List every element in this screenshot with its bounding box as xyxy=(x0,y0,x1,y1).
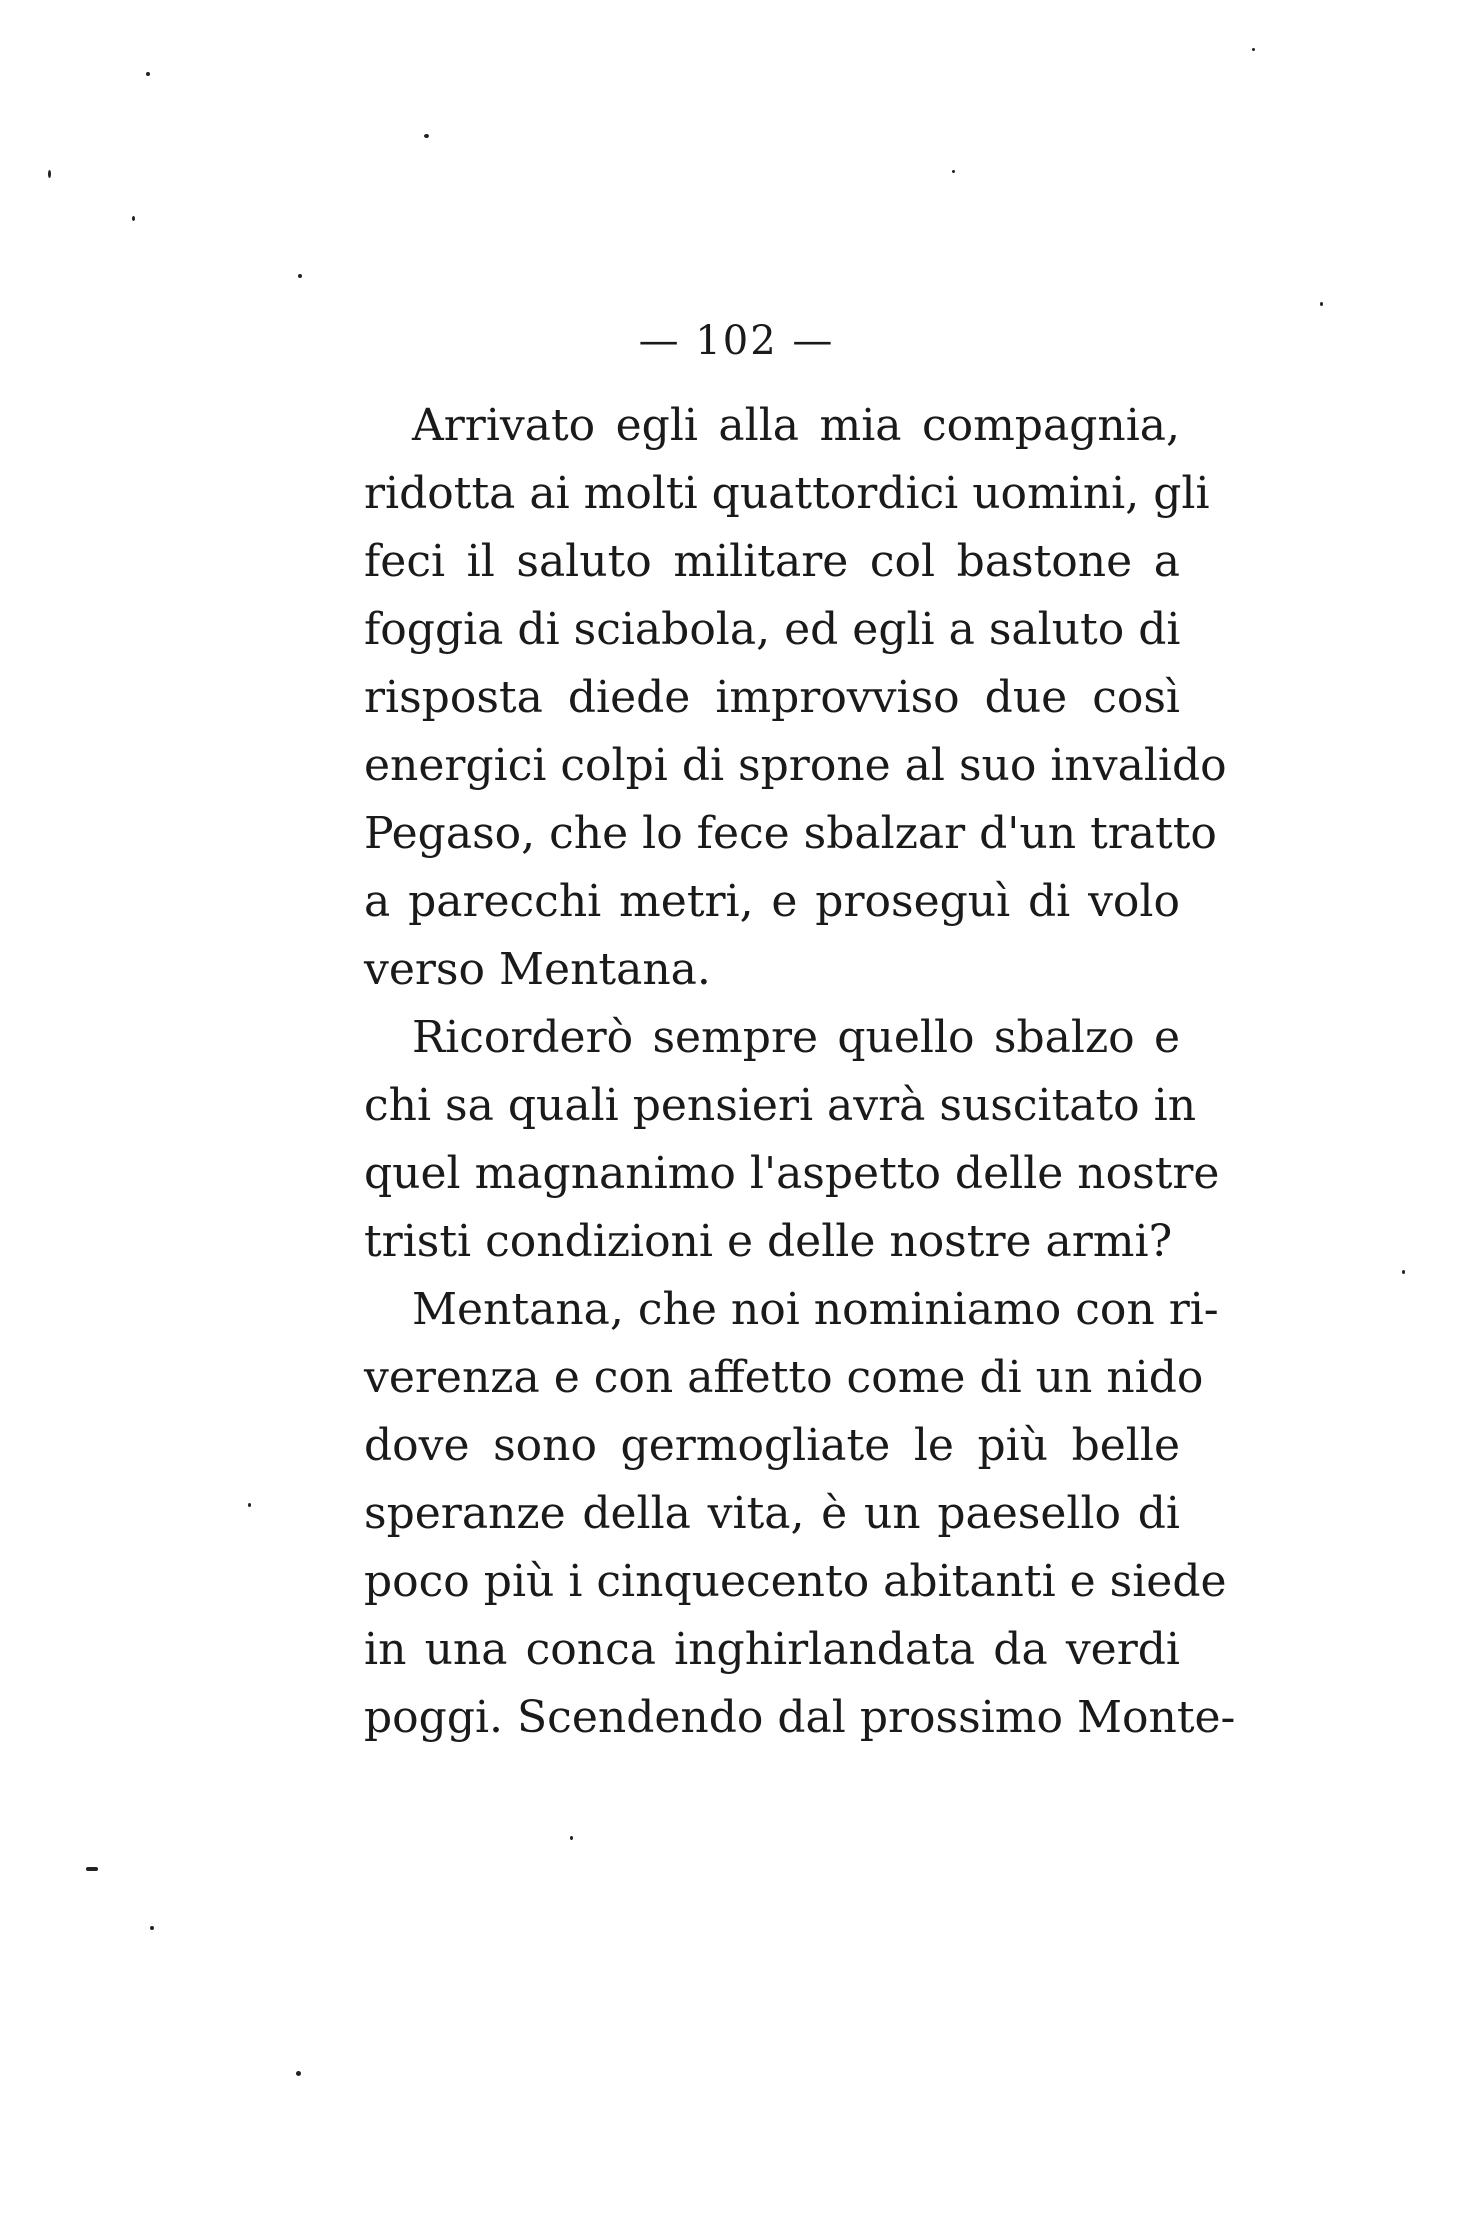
scan-speck xyxy=(298,274,302,278)
scan-speck xyxy=(132,216,135,221)
text-line: risposta diede improvviso due così xyxy=(364,672,1180,723)
text-line: ridotta ai molti quattordici uomini, gli xyxy=(364,468,1210,519)
text-line: verso Mentana. xyxy=(364,944,711,995)
text-line: tristi condizioni e delle nostre armi? xyxy=(364,1216,1173,1267)
scan-speck xyxy=(48,170,51,178)
text-line: chi sa quali pensieri avrà suscitato in xyxy=(364,1080,1197,1131)
scan-speck xyxy=(248,1503,251,1507)
text-line: a parecchi metri, e proseguì di volo xyxy=(364,876,1180,927)
scan-speck xyxy=(86,1867,98,1871)
scan-speck xyxy=(146,72,150,76)
text-line: poco più i cinquecento abitanti e siede xyxy=(364,1556,1227,1607)
text-line: poggi. Scendendo dal prossimo Monte- xyxy=(364,1692,1236,1743)
text-line: Mentana, che noi nominiamo con ri- xyxy=(412,1284,1219,1335)
scan-speck xyxy=(570,1836,573,1840)
text-line: verenza e con affetto come di un nido xyxy=(364,1352,1204,1403)
scan-speck xyxy=(952,170,955,173)
body-text xyxy=(364,392,1236,1752)
scan-speck xyxy=(1320,302,1323,306)
text-line: Pegaso, che lo fece sbalzar d'un tratto xyxy=(364,808,1217,859)
text-line: foggia di sciabola, ed egli a saluto di xyxy=(364,604,1181,655)
text-line: quel magnanimo l'aspetto delle nostre xyxy=(364,1148,1220,1199)
text-line: energici colpi di sprone al suo invalido xyxy=(364,740,1227,791)
scan-speck xyxy=(150,1926,154,1930)
scan-speck xyxy=(1402,1270,1405,1274)
text-line: feci il saluto militare col bastone a xyxy=(364,536,1180,587)
scan-speck xyxy=(1252,48,1255,51)
scan-speck xyxy=(296,2071,301,2076)
text-line: Ricorderò sempre quello sbalzo e xyxy=(412,1012,1180,1063)
text-line: in una conca inghirlandata da verdi xyxy=(364,1624,1180,1675)
text-line: dove sono germogliate le più belle xyxy=(364,1420,1180,1471)
scan-speck xyxy=(424,134,429,138)
page-number: — 102 — xyxy=(638,318,835,364)
text-line: speranze della vita, è un paesello di xyxy=(364,1488,1180,1539)
text-line: Arrivato egli alla mia compagnia, xyxy=(412,400,1180,451)
